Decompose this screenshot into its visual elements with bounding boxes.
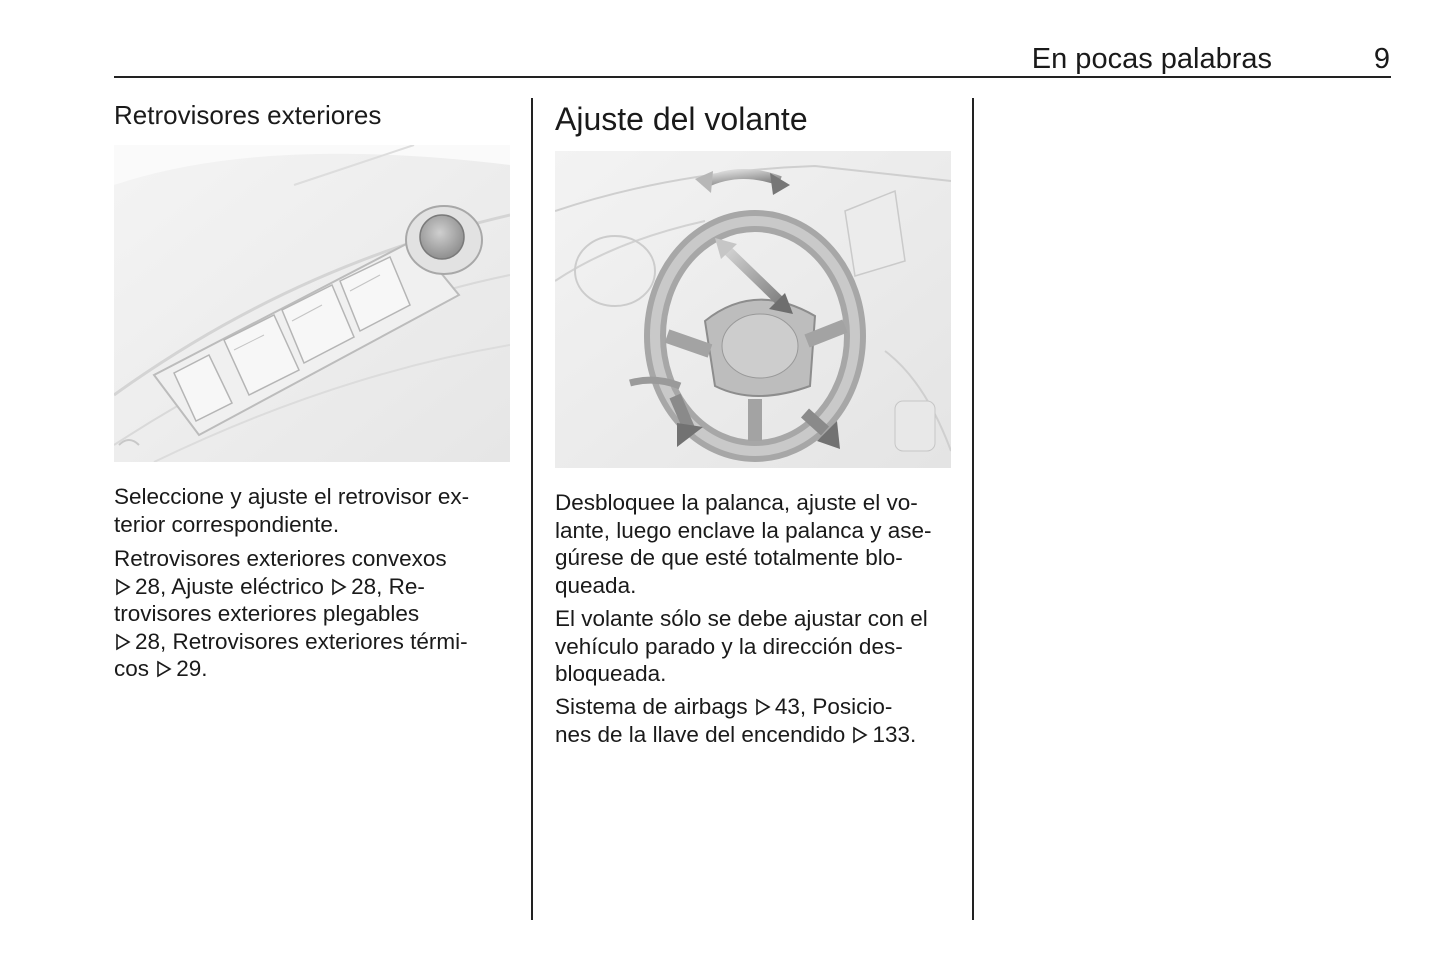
page-reference-icon: [114, 633, 132, 651]
reference-link-133[interactable]: 133.: [872, 721, 917, 747]
text-line: [114, 655, 468, 683]
page-reference-icon: [754, 698, 772, 716]
text-line: queada.: [555, 572, 637, 598]
page-header-title: En pocas palabras: [1031, 43, 1272, 75]
page-reference-icon: [851, 726, 869, 744]
paragraph-airbags-refs: [555, 693, 916, 748]
reference-link-28-convexos[interactable]: 28, Ajuste eléctrico: [135, 573, 324, 599]
paragraph-seleccione: [114, 483, 469, 538]
reference-link-28-ajuste[interactable]: 28, Re-: [351, 573, 425, 599]
text-line: Seleccione y ajuste el retrovisor ex-: [114, 484, 470, 509]
text-line: lante, luego enclave la palanca y ase-: [555, 517, 932, 543]
reference-link-29[interactable]: 29.: [176, 656, 208, 681]
steering-wheel-adjustment-illustration: [555, 151, 951, 468]
paragraph-desbloquee: [555, 489, 932, 599]
text-line: [114, 573, 468, 601]
text-line: [114, 628, 468, 656]
reference-link-43[interactable]: 43, Posicio-: [774, 694, 893, 719]
page-reference-icon: [155, 660, 173, 678]
text-line: [555, 721, 916, 749]
window-switch-figure: [114, 145, 510, 462]
section-heading-retrovisores: Retrovisores exteriores: [114, 100, 382, 130]
column-divider-left: [531, 98, 533, 920]
page-number: 9: [1373, 43, 1390, 75]
paragraph-volante-parado: [555, 605, 928, 688]
text-line: El volante sólo se debe ajustar con el: [555, 606, 928, 631]
section-heading-ajuste-volante: Ajuste del volante: [555, 101, 808, 137]
text-line: vehículo parado y la dirección des-: [555, 633, 903, 659]
text-fragment: nes de la llave del encendido: [555, 721, 846, 747]
page-reference-icon: [114, 578, 132, 596]
steering-wheel-figure: [555, 151, 951, 468]
text-fragment: cos: [114, 656, 150, 681]
page-reference-icon: [330, 578, 348, 596]
paragraph-retrovisores-refs: [114, 545, 468, 683]
header-rule: [114, 76, 1391, 78]
window-switch-panel-illustration: [114, 145, 510, 462]
text-fragment: Sistema de airbags: [555, 694, 748, 719]
text-line: Retrovisores exteriores convexos: [114, 546, 447, 571]
text-line: [555, 693, 916, 721]
column-divider-right: [972, 98, 974, 920]
text-line: terior correspondiente.: [114, 511, 340, 537]
reference-link-28-plegables[interactable]: 28, Retrovisores exteriores térmi-: [135, 628, 468, 654]
text-line: Desbloquee la palanca, ajuste el vo-: [555, 490, 918, 515]
text-line: gúrese de que esté totalmente blo-: [555, 545, 903, 570]
text-line: bloqueada.: [555, 661, 667, 686]
text-line: trovisores exteriores plegables: [114, 601, 420, 626]
